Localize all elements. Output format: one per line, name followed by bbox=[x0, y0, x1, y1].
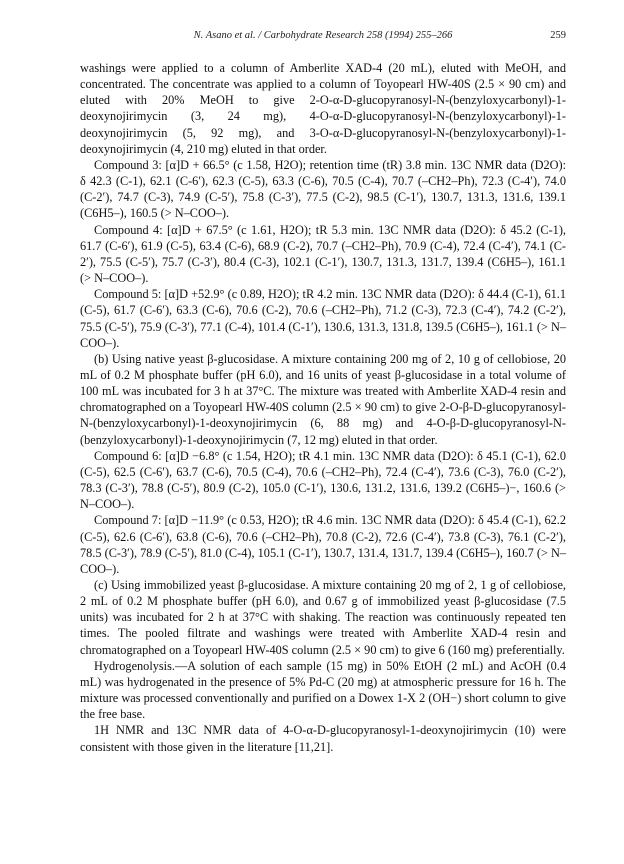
paragraph-compound-7: Compound 7: [α]D −11.9° (c 0.53, H2O); tR 4.6 min. 13C NMR data (D2O): δ 45.4 (C-1), 62.2 (C-5), 62.6 (C-6′), 63.8 (C-6), 70.6 (–CH2–Ph), 70.8 (C-2), 72.6 (C-4′), 73.8 (C-3), 76.1 (C-2′), 78.5 (C-3′), 78.9 (C-5′), 81.0 (C-4), 105.1 (C-1′), 130.7, 131.4, 131.7, 139.4 (C6H5–), 160.7 (> N–COO–). bbox=[80, 513, 566, 576]
paragraph-compound-5: Compound 5: [α]D +52.9° (c 0.89, H2O); tR 4.2 min. 13C NMR data (D2O): δ 44.4 (C-1), 61.1 (C-5), 61.7 (C-6′), 63.3 (C-6), 70.6 (C-2), 70.6 (–CH2–Ph), 71.2 (C-3), 72.3 (C-4′), 74.2 (C-2′), 75.5 (C-5′), 75.9 (C-3′), 77.1 (C-4), 101.4 (C-1′), 130.6, 131.3, 131.8, 139.5 (C6H5–), 161.1 (> N–COO–). bbox=[80, 287, 566, 350]
paragraph-compound-4: Compound 4: [α]D + 67.5° (c 1.61, H2O); tR 5.3 min. 13C NMR data (D2O): δ 45.2 (C-1), 61.7 (C-6′), 61.9 (C-5), 63.4 (C-6), 68.9 (C-2), 70.7 (–CH2–Ph), 70.9 (C-4), 72.4 (C-4′), 74.1 (C-2′), 75.5 (C-5′), 75.7 (C-3′), 80.4 (C-3), 102.1 (C-1′), 130.7, 131.3, 131.7, 139.4 (C6H5–), 161.1 (> N–COO–). bbox=[80, 222, 566, 286]
paragraph-native-glucosidase: (b) Using native yeast β-glucosidase. A mixture containing 200 mg of 2, 10 g of cellobiose, 20 mL of 0.2 M phosphate buffer (pH 6.0), and 16 units of yeast β-glucosidase in a total volume of 100 mL was incubated for 3 h at 37°C. The mixture was treated with Amberlite XAD-4 resin and chromatographed on a Toyopearl HW-40S column (2.5 × 90 cm) to give 2-O-β-D-glucopyranosyl-N-(benzyloxycarbonyl)-1-deoxynojirimycin (6, 88 mg) and 4-O-β-D-glucopyranosyl-N-(benzyloxycarbonyl)-1-deoxynojirimycin (7, 12 mg) eluted in that order. bbox=[80, 351, 566, 447]
paragraph-nmr-consistency: 1H NMR and 13C NMR data of 4-O-α-D-glucopyranosyl-1-deoxynojirimycin (10) were consistent with those given in the literature [11,21]. bbox=[80, 723, 566, 754]
paragraph-compound-6: Compound 6: [α]D −6.8° (c 1.54, H2O); tR 4.1 min. 13C NMR data (D2O): δ 45.1 (C-1), 62.0 (C-5), 62.5 (C-6′), 63.7 (C-6), 70.5 (C-4), 70.6 (–CH2–Ph), 72.4 (C-4′), 73.6 (C-3), 76.0 (C-2′), 78.3 (C-3′), 78.8 (C-5′), 80.9 (C-2), 105.0 (C-1′), 130.6, 131.2, 131.6, 139.2 (C6H5–)−, 160.6 (> N–COO–). bbox=[80, 448, 566, 512]
paragraph-washings: washings were applied to a column of Amberlite XAD-4 (20 mL), eluted with MeOH, and concentrated. The concentrate was applied to a column of Toyopearl HW-40S (2.5 × 90 cm) and eluted with 20% MeOH to give 2-O-α-D-glucopyranosyl-N-(benzyloxycarbonyl)-1-deoxynojirimycin (3, 24 mg), 4-O-α-D-glucopyranosyl-N-(benzyloxycarbonyl)-1-deoxynojirimycin (5, 92 mg), and 3-O-α-D-glucopyranosyl-N-(benzyloxycarbonyl)-1-deoxynojirimycin (4, 210 mg) eluted in that order. bbox=[80, 61, 566, 156]
page-number: 259 bbox=[550, 30, 566, 41]
running-title: N. Asano et al. / Carbohydrate Research 258 (1994) 255–266 bbox=[193, 30, 453, 41]
paragraph-immobilized-glucosidase: (c) Using immobilized yeast β-glucosidase. A mixture containing 20 mg of 2, 1 g of cellobiose, 2 mL of 0.2 M phosphate buffer (pH 6.0), and 0.67 g of immobilized yeast β-glucosidase (7.5 units) was incubated for 2 h at 37°C with shaking. The reaction was continuously repeated ten times. The pooled filtrate and washings were treated with Amberlite XAD-4 resin and chromatographed on a Toyopearl HW-40S column (2.5 × 90 cm) to give 6 (160 mg) preferentially. bbox=[80, 578, 566, 657]
paragraph-compound-3: Compound 3: [α]D + 66.5° (c 1.58, H2O); retention time (tR) 3.8 min. 13C NMR data (D2O): δ 42.3 (C-1), 62.1 (C-6′), 62.3 (C-5), 63.3 (C-6), 70.5 (C-4), 70.7 (–CH2–Ph), 72.3 (C-4′), 74.0 (C-2′), 74.7 (C-3), 74.9 (C-5′), 75.8 (C-3′), 77.5 (C-2), 98.5 (C-1′), 130.7, 131.3, 131.6, 139.1 (C6H5–), 160.5 (> N–COO–). bbox=[80, 157, 566, 221]
paragraph-hydrogenolysis: Hydrogenolysis.—A solution of each sample (15 mg) in 50% EtOH (2 mL) and AcOH (0.4 mL) was hydrogenated in the presence of 5% Pd-C (20 mg) at atmospheric pressure for 16 h. The mixture was processed conventionally and purified on a Dowex 1-X 2 (OH−) short column to give the free base. bbox=[80, 658, 566, 722]
article-body bbox=[80, 60, 566, 755]
running-header bbox=[80, 30, 566, 46]
